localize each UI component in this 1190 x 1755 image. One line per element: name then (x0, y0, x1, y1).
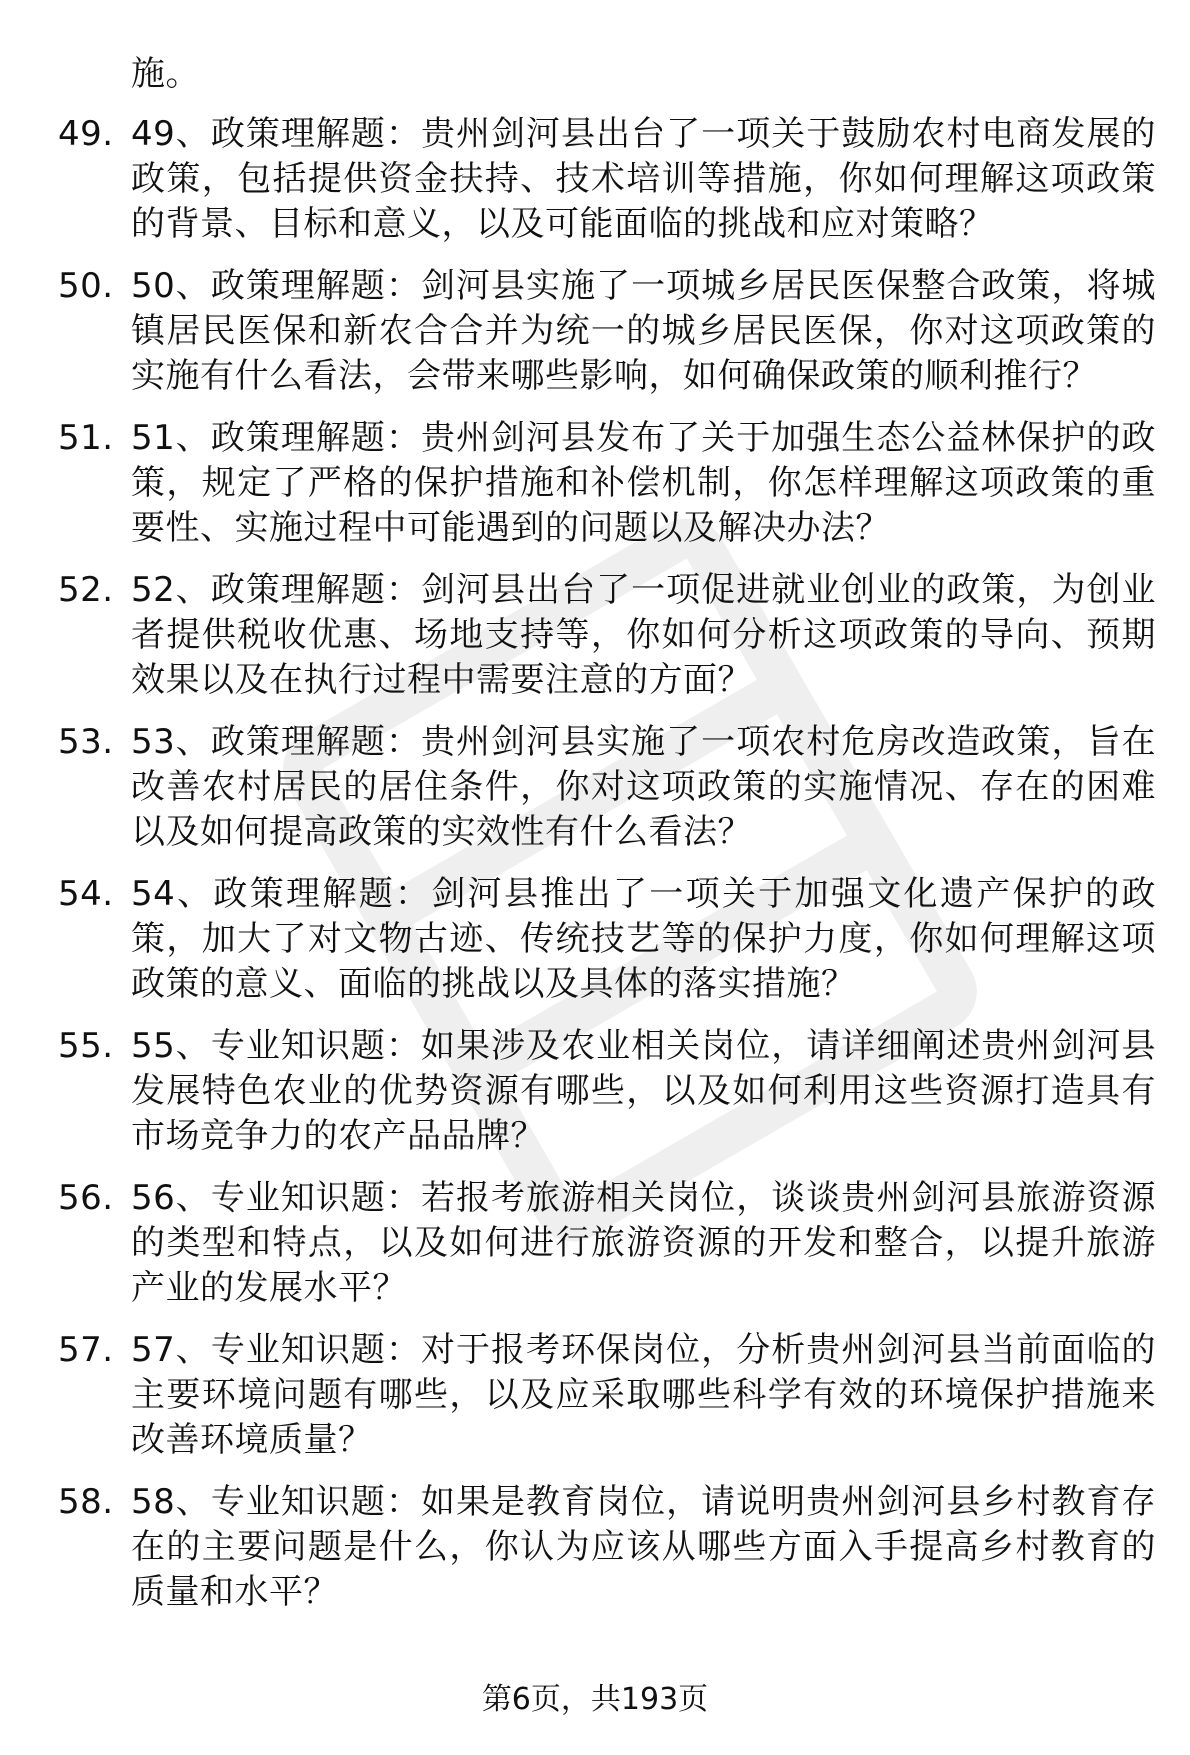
question-text: 56、专业知识题：若报考旅游相关岗位，谈谈贵州剑河县旅游资源的类型和特点，以及如何进行旅游资源的开发和整合，以提升旅游产业的发展水平？ (131, 1178, 1156, 1308)
question-number: 54. (58, 874, 114, 914)
question-text: 57、专业知识题：对于报考环保岗位，分析贵州剑河县当前面临的主要环境问题有哪些，以及应采取哪些科学有效的环境保护措施来改善环境质量？ (131, 1330, 1156, 1460)
page-footer: 第6页，共193页 (481, 1682, 709, 1717)
question-item (0, 1024, 1190, 1159)
question-item (0, 1176, 1190, 1311)
question-number: 52. (58, 570, 114, 610)
question-item (0, 720, 1190, 855)
question-item (0, 1480, 1190, 1615)
question-item (0, 568, 1190, 703)
question-text: 55、专业知识题：如果涉及农业相关岗位，请详细阐述贵州剑河县发展特色农业的优势资源有哪些，以及如何利用这些资源打造具有市场竞争力的农产品品牌？ (131, 1026, 1156, 1156)
question-number: 57. (58, 1330, 114, 1370)
question-text: 49、政策理解题：贵州剑河县出台了一项关于鼓励农村电商发展的政策，包括提供资金扶持、技术培训等措施，你如何理解这项政策的背景、目标和意义，以及可能面临的挑战和应对策略？ (131, 114, 1156, 244)
question-item (0, 416, 1190, 551)
question-item (0, 1328, 1190, 1463)
question-item (0, 264, 1190, 399)
question-text: 53、政策理解题：贵州剑河县实施了一项农村危房改造政策，旨在改善农村居民的居住条件，你对这项政策的实施情况、存在的困难以及如何提高政策的实效性有什么看法？ (131, 722, 1156, 852)
question-text: 51、政策理解题：贵州剑河县发布了关于加强生态公益林保护的政策，规定了严格的保护措施和补偿机制，你怎样理解这项政策的重要性、实施过程中可能遇到的问题以及解决办法？ (131, 418, 1156, 548)
question-item (0, 112, 1190, 247)
continuation-text: 施。 (131, 54, 200, 94)
question-text: 50、政策理解题：剑河县实施了一项城乡居民医保整合政策，将城镇居民医保和新农合合并为统一的城乡居民医保，你对这项政策的实施有什么看法，会带来哪些影响，如何确保政策的顺利推行？ (131, 266, 1156, 396)
question-number: 53. (58, 722, 114, 762)
question-list (0, 112, 1190, 1632)
question-number: 55. (58, 1026, 114, 1066)
question-number: 58. (58, 1482, 114, 1522)
question-number: 50. (58, 266, 114, 306)
question-number: 49. (58, 114, 114, 154)
question-text: 52、政策理解题：剑河县出台了一项促进就业创业的政策，为创业者提供税收优惠、场地支持等，你如何分析这项政策的导向、预期效果以及在执行过程中需要注意的方面？ (131, 570, 1156, 700)
question-number: 56. (58, 1178, 114, 1218)
question-text: 54、政策理解题：剑河县推出了一项关于加强文化遗产保护的政策，加大了对文物古迹、传统技艺等的保护力度，你如何理解这项政策的意义、面临的挑战以及具体的落实措施？ (131, 874, 1156, 1004)
question-text: 58、专业知识题：如果是教育岗位，请说明贵州剑河县乡村教育存在的主要问题是什么，你认为应该从哪些方面入手提高乡村教育的质量和水平？ (131, 1482, 1156, 1612)
question-item (0, 872, 1190, 1007)
question-number: 51. (58, 418, 114, 458)
